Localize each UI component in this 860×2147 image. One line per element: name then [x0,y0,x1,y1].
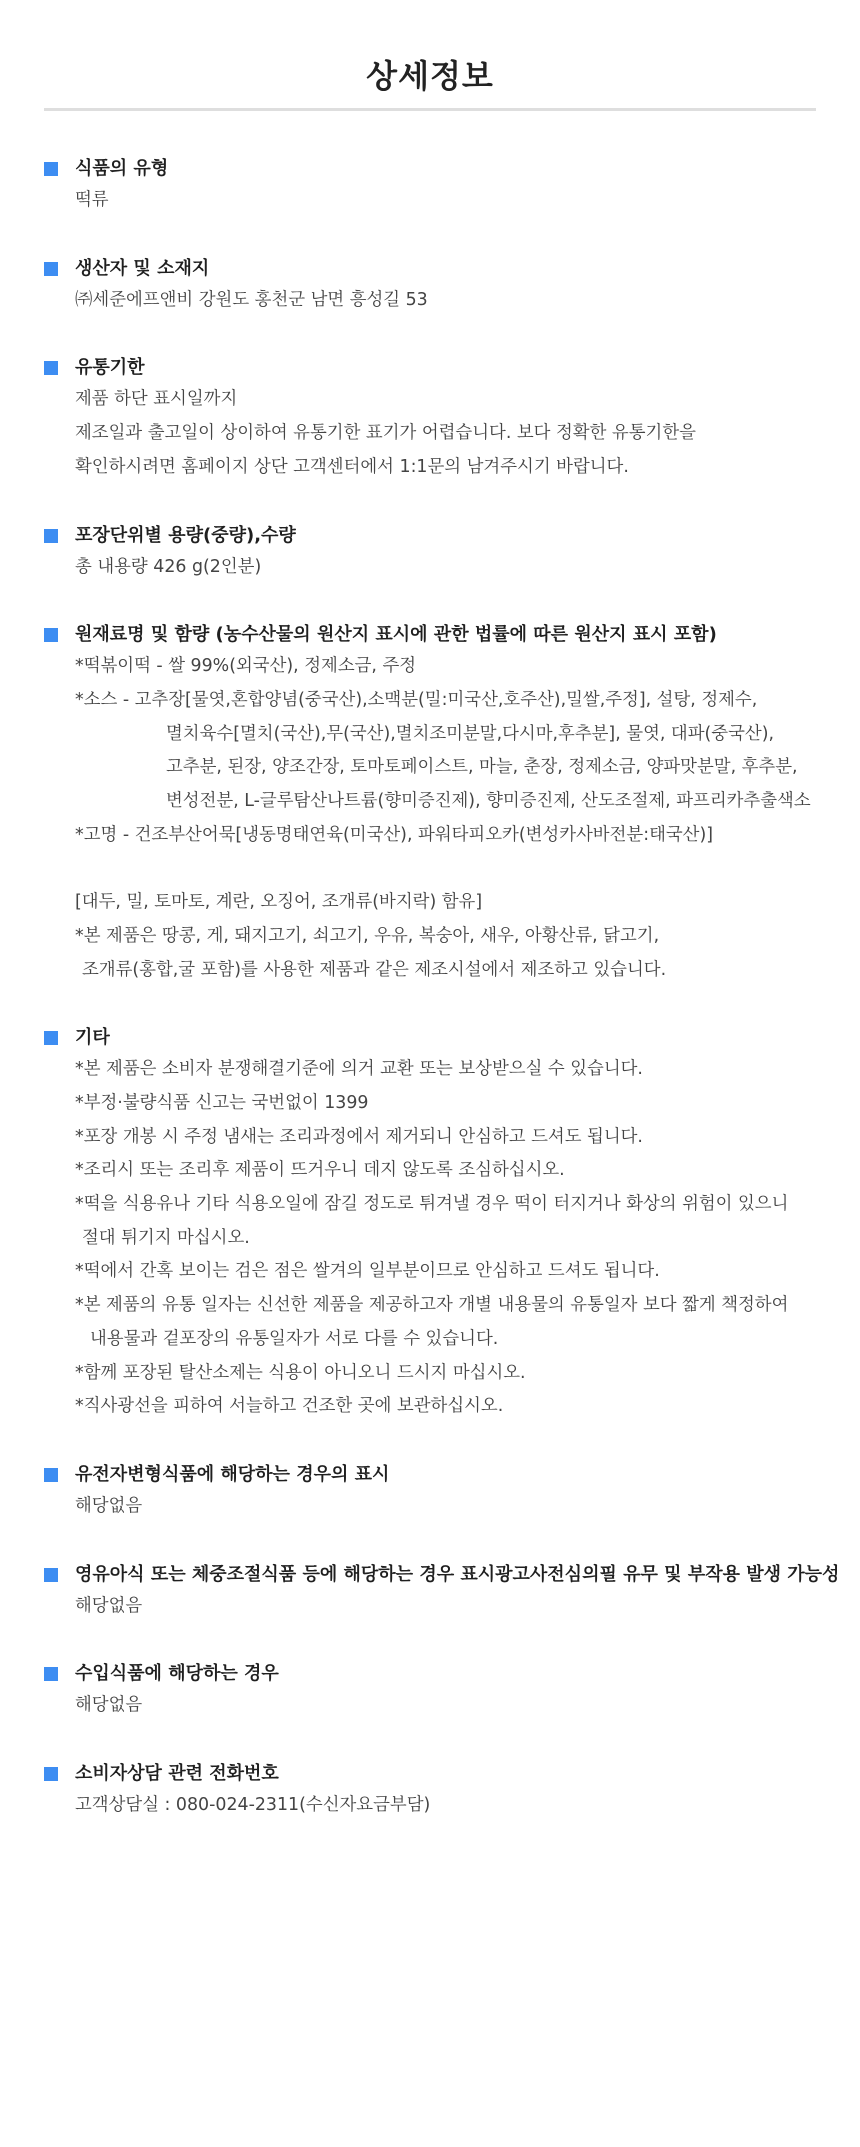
section-text-line: *본 제품의 유통 일자는 신선한 제품을 제공하고자 개별 내용물의 유통일자 보다 짧게 책정하여 [75,1295,789,1316]
section-text-line: 제조일과 출고일이 상이하여 유통기한 표기가 어렵습니다. 보다 정확한 유통기한을 [75,423,696,444]
section-heading [44,254,834,284]
section-title: 영유아식 또는 체중조절식품 등에 해당하는 경우 표시광고사전심의필 유무 및 부작용 발생 가능성 [75,1563,840,1585]
section-text-line [44,852,834,886]
info-section [44,353,834,484]
section-heading [44,1659,834,1689]
section-title: 수입식품에 해당하는 경우 [75,1663,279,1685]
section-text-line: 제품 하단 표시일까지 [75,389,238,410]
section-text-line: 총 내용량 426 g(2인분) [75,556,262,577]
section-text-line: *포장 개봉 시 주정 냄새는 조리과정에서 제거되니 안심하고 드셔도 됩니다. [75,1126,643,1147]
detail-info-list [44,154,840,1859]
section-text-line: 멸치육수[멸치(국산),무(국산),멸치조미분말,다시마,후추분], 물엿, 대파(중국산), [166,723,775,744]
section-text-line: 조개류(홍합,굴 포함)를 사용한 제품과 같은 제조시설에서 제조하고 있습니다. [82,959,667,980]
section-text-line: 변성전분, L-글루탐산나트륨(향미증진제), 향미증진제, 산도조절제, 파프리카추출색소 [166,791,811,812]
section-text-line: *고명 - 건조부산어묵[냉동명태연육(미국산), 파워타피오카(변성카사바전분:태국산)] [75,824,714,845]
square-bullet-icon [44,529,58,543]
section-text-line: 떡류 [75,190,109,210]
section-title: 포장단위별 용량(중량),수량 [75,524,296,546]
section-text-line: *본 제품은 소비자 분쟁해결기준에 의거 교환 또는 보상받으실 수 있습니다. [75,1059,643,1080]
info-section [44,154,834,218]
info-section [44,1659,834,1723]
section-text-line: ㈜세준에프앤비 강원도 홍천군 남면 흥성길 53 [75,289,428,310]
section-title: 기타 [75,1027,110,1049]
square-bullet-icon [44,628,58,642]
info-section [44,1460,834,1524]
info-section [44,620,834,987]
square-bullet-icon [44,262,58,276]
section-text-line: 절대 튀기지 마십시오. [82,1227,250,1248]
section-text-line: *함께 포장된 탈산소제는 식용이 아니오니 드시지 마십시오. [75,1362,526,1383]
section-title: 유전자변형식품에 해당하는 경우의 표시 [75,1463,390,1485]
section-text-line: *직사광선을 피하여 서늘하고 건조한 곳에 보관하십시오. [75,1396,504,1417]
info-section [44,521,834,585]
info-section [44,1023,834,1424]
square-bullet-icon [44,361,58,375]
info-section [44,1560,840,1624]
section-text-line: 해당없음 [75,1695,143,1716]
section-text-line: *떡을 식용유나 기타 식용오일에 잠길 정도로 튀겨낼 경우 떡이 터지거나 화상의 위험이 있으니 [75,1194,789,1215]
info-section [44,1759,834,1823]
section-text-line: 확인하시려면 홈페이지 상단 고객센터에서 1:1문의 남겨주시기 바랍니다. [75,456,629,477]
section-heading [44,521,834,551]
section-text-line: *소스 - 고추장[물엿,혼합양념(중국산),소맥분(밀:미국산,호주산),밀쌀,주정], 설탕, 정제수, [75,689,758,710]
section-title: 소비자상담 관련 전화번호 [75,1763,279,1785]
info-section [44,254,834,318]
page-title: 상세정보 [366,57,494,96]
section-heading [44,620,834,650]
square-bullet-icon [44,162,58,176]
section-text-line: *떡볶이떡 - 쌀 99%(외국산), 정제소금, 주정 [75,656,417,677]
section-heading [44,154,834,184]
section-text-line: 고객상담실 : 080-024-2311(수신자요금부담) [75,1795,431,1816]
section-text-line: *부정·불량식품 신고는 국번없이 1399 [75,1092,369,1113]
section-text-line: 내용물과 겉포장의 유통일자가 서로 다를 수 있습니다. [90,1328,499,1349]
section-heading [44,1759,834,1789]
section-heading [44,1460,834,1490]
title-divider [44,108,816,111]
section-text-line: 해당없음 [75,1495,143,1516]
section-text-line: 해당없음 [75,1595,143,1616]
section-title: 유통기한 [75,357,145,379]
section-text-line: [대두, 밀, 토마토, 계란, 오징어, 조개류(바지락) 함유] [75,892,483,913]
section-heading [44,1023,834,1053]
section-title: 원재료명 및 함량 (농수산물의 원산지 표시에 관한 법률에 따른 원산지 표시 포함) [75,624,717,646]
section-text-line: *조리시 또는 조리후 제품이 뜨거우니 데지 않도록 조심하십시오. [75,1160,565,1181]
square-bullet-icon [44,1031,58,1045]
square-bullet-icon [44,1767,58,1781]
section-title: 식품의 유형 [75,158,169,179]
section-title: 생산자 및 소재지 [75,257,210,279]
square-bullet-icon [44,1468,58,1482]
section-text-line: *본 제품은 땅콩, 게, 돼지고기, 쇠고기, 우유, 복숭아, 새우, 아황산류, 닭고기, [75,925,660,946]
square-bullet-icon [44,1568,58,1582]
section-text-line: *떡에서 간혹 보이는 검은 점은 쌀겨의 일부분이므로 안심하고 드셔도 됩니다. [75,1261,660,1282]
section-heading [44,1560,840,1590]
section-text-line: 고추분, 된장, 양조간장, 토마토페이스트, 마늘, 춘장, 정제소금, 양파맛분말, 후추분, [166,757,798,778]
section-heading [44,353,834,383]
square-bullet-icon [44,1667,58,1681]
